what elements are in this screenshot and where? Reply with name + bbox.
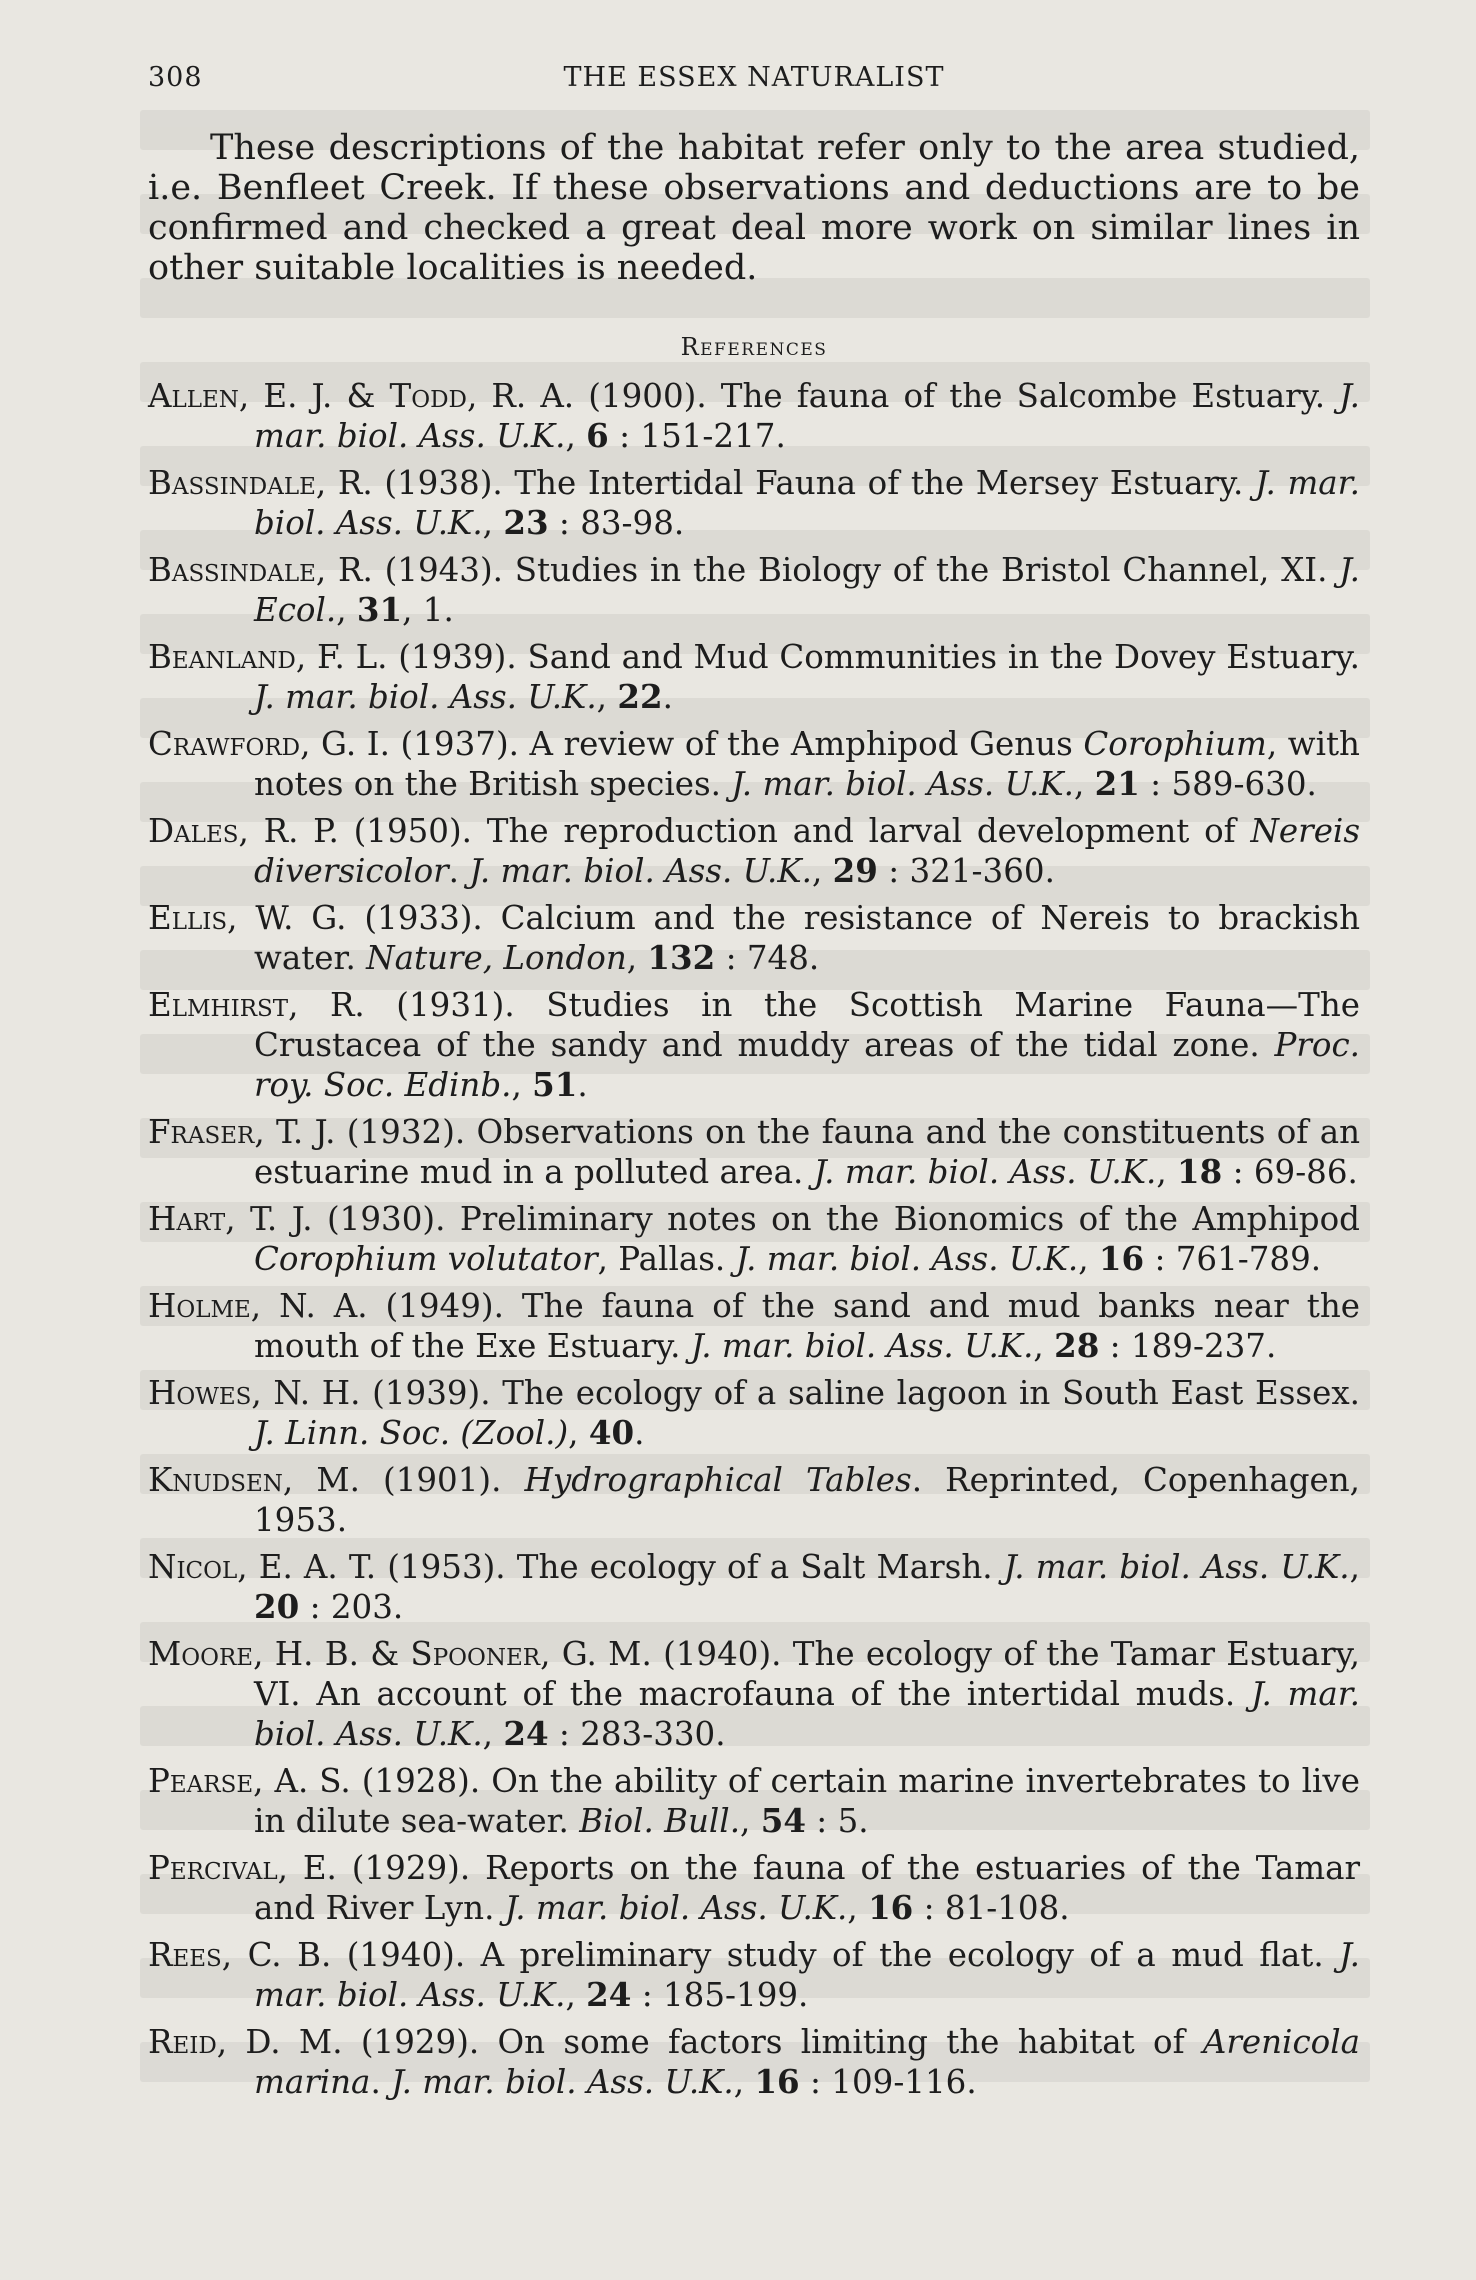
reference-journal: J. mar. biol. Ass. U.K. (735, 1240, 1079, 1278)
reference-author: Fraser, T. J. (148, 1113, 336, 1151)
reference-volume: 16 (754, 2062, 800, 2101)
reference-text: . (370, 2063, 392, 2101)
reference-text: , with notes on the British species. (254, 725, 1360, 803)
reference-author: Beanland, F. L. (148, 638, 388, 676)
reference-entry (148, 1112, 1360, 1192)
reference-volume: 54 (760, 1801, 806, 1840)
reference-species-name: Corophium (1083, 725, 1267, 763)
reference-author: Percival, E. (148, 1849, 337, 1887)
reference-volume: 51 (532, 1065, 578, 1104)
reference-entry (148, 1373, 1360, 1453)
reference-journal: J. Linn. Soc. (Zool.) (254, 1414, 569, 1452)
reference-pages: , 1. (402, 591, 454, 629)
reference-volume: 6 (586, 416, 609, 455)
reference-volume: 24 (586, 1975, 632, 2014)
reference-journal: J. mar. biol. Ass. U.K. (813, 1153, 1157, 1191)
reference-author: Bassindale, R. (148, 464, 373, 502)
reference-pages: : 109-116. (799, 2063, 977, 2101)
reference-separator: , (482, 504, 504, 542)
reference-entry (148, 985, 1360, 1105)
reference-entry (148, 1199, 1360, 1279)
reference-journal: J. mar. biol. Ass. U.K. (690, 1327, 1034, 1365)
reference-separator: , (1156, 1153, 1177, 1191)
reference-text: . (448, 852, 470, 890)
reference-entry (148, 1547, 1360, 1627)
reference-entry (148, 637, 1360, 717)
reference-text: (1928). On the ability of certain marine invertebrates to live in dilute sea-water. (254, 1762, 1360, 1840)
reference-pages: : 589-630. (1139, 765, 1317, 803)
reference-separator: , (565, 1976, 587, 2014)
reference-separator: . Reprinted, Copenhagen, 1953. (254, 1461, 1361, 1539)
reference-separator: , (565, 417, 587, 455)
reference-pages: : 283-330. (548, 1715, 726, 1753)
reference-pages: : 5. (805, 1802, 869, 1840)
reference-journal: J. mar. biol. Ass. U.K. (254, 1936, 1360, 2014)
reference-entry (148, 898, 1360, 978)
reference-volume: 132 (647, 938, 716, 977)
reference-text: (1900). The fauna of the Salcombe Estuary. (574, 377, 1340, 415)
reference-text: (1939). Sand and Mud Communities in the Dovey Estuary. (387, 638, 1360, 676)
running-header (148, 62, 1360, 112)
reference-entry (148, 1761, 1360, 1841)
reference-entry (148, 550, 1360, 630)
reference-volume: 29 (832, 851, 878, 890)
reference-text: (1929). On some factors limiting the habitat of (342, 2023, 1203, 2061)
reference-author: Crawford, G. I. (148, 725, 390, 763)
reference-journal: Nature, London (366, 939, 627, 977)
reference-entry (148, 1935, 1360, 2015)
reference-journal: Proc. roy. Soc. Edinb. (254, 1026, 1360, 1104)
reference-volume: 23 (503, 503, 549, 542)
reference-journal: Hydrographical Tables (524, 1461, 912, 1499)
reference-separator: , (1349, 1548, 1360, 1586)
reference-volume: 20 (254, 1587, 300, 1626)
reference-journal: J. Ecol. (254, 551, 1361, 629)
reference-text: (1943). Studies in the Biology of the Bristol Channel, XI. (372, 551, 1340, 589)
reference-pages: . (662, 678, 673, 716)
reference-author: Knudsen, M. (148, 1461, 360, 1499)
reference-separator: , (596, 678, 618, 716)
references-heading: References (680, 333, 828, 361)
reference-species-name: Corophium volutator (254, 1240, 598, 1278)
reference-pages: : 189-237. (1099, 1327, 1277, 1365)
reference-journal: Biol. Bull. (579, 1802, 741, 1840)
reference-text: (1938). The Intertidal Fauna of the Mersey Estuary. (372, 464, 1256, 502)
reference-author: Pearse, A. S. (148, 1762, 351, 1800)
reference-entry (148, 463, 1360, 543)
reference-text: (1950). The reproduction and larval development of (338, 812, 1251, 850)
page-number: 308 (148, 62, 203, 93)
reference-species-name: Nereis diversicolor (254, 812, 1360, 890)
references-list (148, 376, 1360, 2109)
reference-pages: : 203. (299, 1588, 404, 1626)
reference-text: (1901). (359, 1461, 525, 1499)
reference-entry (148, 2022, 1360, 2102)
reference-journal: J. mar. biol. Ass. U.K. (1003, 1548, 1350, 1586)
reference-author: Howes, N. H. (148, 1374, 361, 1412)
reference-separator: , (1073, 765, 1095, 803)
reference-pages: : 748. (715, 939, 820, 977)
reference-entry (148, 724, 1360, 804)
reference-entry (148, 1460, 1360, 1540)
reference-journal: J. mar. biol. Ass. U.K. (254, 464, 1360, 542)
reference-author: Dales, R. P. (148, 812, 339, 850)
reference-author: Hart, T. J. (148, 1200, 313, 1238)
reference-entry (148, 1848, 1360, 1928)
reference-author: Reid, D. M. (148, 2023, 343, 2061)
reference-text: (1940). The ecology of the Tamar Estuary, VI. An account of the macrofauna of the intertidal muds. (254, 1635, 1360, 1713)
reference-text: (1930). Preliminary notes on the Bionomics of the Amphipod (312, 1200, 1360, 1238)
reference-author: Allen, E. J. & Todd, R. A. (148, 377, 575, 415)
reference-pages: : 83-98. (548, 504, 685, 542)
reference-pages: . (634, 1414, 645, 1452)
reference-author: Rees, C. B. (148, 1936, 332, 1974)
reference-text: (1931). Studies in the Scottish Marine Fauna—The Crustacea of the sandy and muddy areas of the tidal zone. (254, 986, 1360, 1064)
reference-text: (1932). Observations on the fauna and the constituents of an estuarine mud in a polluted area. (254, 1113, 1360, 1191)
reference-volume: 24 (503, 1714, 549, 1753)
reference-volume: 22 (617, 677, 663, 716)
reference-author: Moore, H. B. & Spooner, G. M. (148, 1635, 652, 1673)
reference-author: Bassindale, R. (148, 551, 373, 589)
reference-volume: 31 (356, 590, 403, 629)
reference-volume: 40 (588, 1413, 635, 1452)
reference-separator: , (733, 2063, 755, 2101)
reference-journal: J. mar. biol. Ass. U.K. (391, 2063, 734, 2101)
reference-journal: J. mar. biol. Ass. U.K. (731, 765, 1074, 803)
reference-journal: J. mar. biol. Ass. U.K. (504, 1889, 848, 1927)
reference-separator: , (847, 1889, 869, 1927)
reference-text: (1937). A review of the Amphipod Genus (389, 725, 1084, 763)
reference-author: Nicol, E. A. T. (148, 1548, 377, 1586)
reference-separator: , (336, 591, 357, 629)
reference-pages: . (577, 1066, 588, 1104)
reference-volume: 18 (1177, 1152, 1223, 1191)
running-title: THE ESSEX NATURALIST (563, 62, 945, 93)
reference-entry (148, 376, 1360, 456)
reference-pages: : 81-108. (913, 1889, 1070, 1927)
reference-species-name: Arenicola marina (254, 2023, 1360, 2101)
reference-pages: : 185-199. (631, 1976, 809, 2014)
reference-text: (1939). The ecology of a saline lagoon in South East Essex. (360, 1374, 1360, 1412)
reference-separator: , (626, 939, 648, 977)
reference-volume: 21 (1094, 764, 1140, 803)
reference-pages: : 69-86. (1222, 1153, 1358, 1191)
reference-text: (1949). The fauna of the sand and mud banks near the mouth of the Exe Estuary. (254, 1287, 1360, 1365)
reference-pages: : 151-217. (608, 417, 786, 455)
reference-text: (1933). Calcium and the resistance of Nereis to brackish water. (254, 899, 1361, 977)
reference-entry (148, 1634, 1360, 1754)
reference-separator: , (1078, 1240, 1099, 1278)
reference-author: Holme, N. A. (148, 1287, 368, 1325)
reference-separator: , (568, 1414, 589, 1452)
reference-journal: J. mar. biol. Ass. U.K. (254, 377, 1360, 455)
reference-text: , Pallas. (597, 1240, 736, 1278)
reference-entry (148, 1286, 1360, 1366)
reference-volume: 16 (1098, 1239, 1145, 1278)
reference-journal: J. mar. biol. Ass. U.K. (254, 678, 597, 716)
reference-pages: : 761-789. (1144, 1240, 1322, 1278)
reference-text: (1953). The ecology of a Salt Marsh. (376, 1548, 1004, 1586)
reference-separator: , (812, 852, 833, 890)
reference-text: (1929). Reports on the fauna of the estuaries of the Tamar and River Lyn. (254, 1849, 1360, 1927)
reference-text: (1940). A preliminary study of the ecology of a mud flat. (331, 1936, 1340, 1974)
reference-volume: 28 (1054, 1326, 1100, 1365)
reference-separator: , (1033, 1327, 1055, 1365)
reference-volume: 16 (868, 1888, 914, 1927)
reference-journal: J. mar. biol. Ass. U.K. (254, 1675, 1360, 1753)
reference-entry (148, 811, 1360, 891)
reference-author: Ellis, W. G. (148, 899, 347, 937)
reference-separator: , (511, 1066, 533, 1104)
reference-separator: , (740, 1802, 761, 1840)
reference-pages: : 321-360. (877, 852, 1055, 890)
intro-paragraph: These descriptions of the habitat refer only to the area studied, i.e. Benfleet Creek. If these observations and deductions are to be confirmed and checked a great deal more work on similar lines in other suitable localities is needed. (148, 128, 1360, 288)
reference-separator: , (482, 1715, 504, 1753)
reference-journal: J. mar. biol. Ass. U.K. (469, 852, 812, 890)
reference-author: Elmhirst, R. (148, 986, 365, 1024)
